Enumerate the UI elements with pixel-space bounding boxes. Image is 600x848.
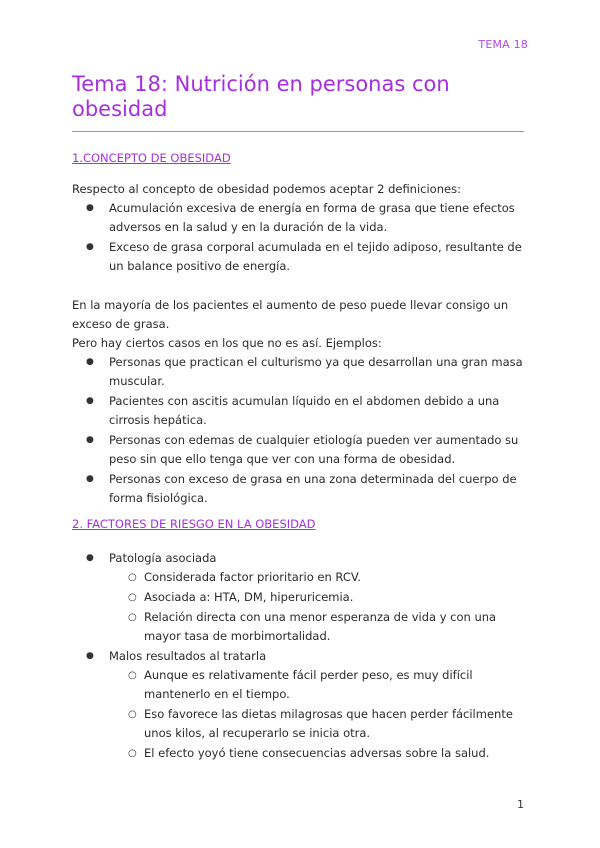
list-item-text: Malos resultados al tratarla: [109, 649, 267, 663]
bullet-icon: ●: [86, 357, 94, 367]
list-item: [72, 353, 527, 391]
list-item-text: Patología asociada: [109, 551, 217, 565]
title-divider: [72, 131, 524, 132]
sub-list-item: [72, 608, 527, 646]
circle-bullet-icon: ○: [128, 612, 137, 623]
sub-list-item: [72, 568, 527, 587]
circle-bullet-icon: ○: [128, 572, 137, 583]
list-item-text: Personas con edemas de cualquier etiología pueden ver aumentado su peso sin que ello tenga que ver con una forma de obesidad.: [109, 433, 519, 466]
sub-list-item-text: El efecto yoyó tiene consecuencias adversas sobre la salud.: [144, 746, 490, 760]
section1-paragraph-2: Pero hay ciertos casos en los que no es así. Ejemplos:: [72, 336, 382, 350]
section1-paragraph-1: En la mayoría de los pacientes el aumento de peso puede llevar consigo un exceso de grasa.: [72, 298, 509, 331]
list-item-text: Personas con exceso de grasa en una zona determinada del cuerpo de forma fisiológica.: [109, 472, 517, 505]
bullet-icon: ●: [86, 651, 94, 661]
section-heading-concepto: 1.CONCEPTO DE OBESIDAD: [72, 151, 231, 165]
definitions-list: [72, 199, 527, 277]
sub-list-item: [72, 588, 527, 607]
section1-intro: Respecto al concepto de obesidad podemos aceptar 2 definiciones:: [72, 182, 461, 196]
sub-list-item-text: Asociada a: HTA, DM, hiperuricemia.: [144, 590, 354, 604]
page-header-label: TEMA 18: [478, 38, 528, 51]
bullet-icon: ●: [86, 435, 94, 445]
list-item-text: Acumulación excesiva de energía en forma de grasa que tiene efectos adversos en la salud y en la duración de la vida.: [109, 201, 515, 234]
bullet-icon: ●: [86, 553, 94, 563]
list-item-text: Personas que practican el culturismo ya que desarrollan una gran masa muscular.: [109, 355, 523, 388]
list-item: [72, 199, 527, 237]
circle-bullet-icon: ○: [128, 709, 137, 720]
bullet-icon: ●: [86, 242, 94, 252]
bullet-icon: ●: [86, 203, 94, 213]
page-number: 1: [517, 798, 524, 811]
list-item: [72, 470, 527, 508]
section-heading-factores: 2. FACTORES DE RIESGO EN LA OBESIDAD: [72, 517, 316, 531]
sub-list-item-text: Aunque es relativamente fácil perder peso, es muy difícil mantenerlo en el tiempo.: [144, 668, 473, 701]
list-item: [72, 431, 527, 469]
bullet-icon: ●: [86, 396, 94, 406]
sub-list: [109, 568, 527, 646]
sub-list-item: [72, 666, 527, 704]
sub-list-item-text: Considerada factor prioritario en RCV.: [144, 570, 361, 584]
sub-list-item-text: Relación directa con una menor esperanza de vida y con una mayor tasa de morbimortalidad.: [144, 610, 497, 643]
circle-bullet-icon: ○: [128, 670, 137, 681]
circle-bullet-icon: ○: [128, 748, 137, 759]
page-title: Tema 18: Nutrición en personas con obesidad: [72, 72, 450, 121]
sub-list-item: [72, 705, 527, 743]
list-item: [72, 647, 527, 763]
sub-list: [109, 666, 527, 763]
risk-factors-list: [72, 549, 527, 764]
list-item: [72, 549, 527, 646]
list-item-text: Pacientes con ascitis acumulan líquido en el abdomen debido a una cirrosis hepática.: [109, 394, 500, 427]
sub-list-item-text: Eso favorece las dietas milagrosas que hacen perder fácilmente unos kilos, al recuperarlo se inicia otra.: [144, 707, 513, 740]
sub-list-item: [72, 744, 527, 763]
list-item-text: Exceso de grasa corporal acumulada en el tejido adiposo, resultante de un balance positivo de energía.: [109, 240, 522, 273]
list-item: [72, 392, 527, 430]
bullet-icon: ●: [86, 474, 94, 484]
circle-bullet-icon: ○: [128, 592, 137, 603]
examples-list: [72, 353, 527, 509]
list-item: [72, 238, 527, 276]
